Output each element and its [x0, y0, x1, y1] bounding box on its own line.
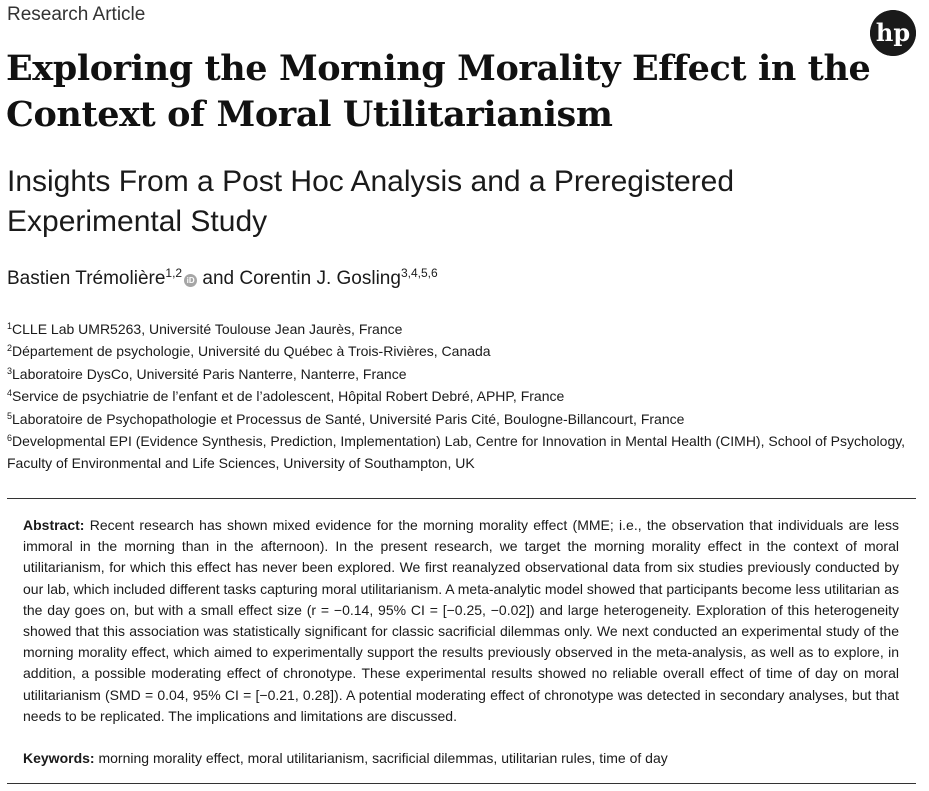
affiliation-text: Service de psychiatrie de l’enfant et de l’adolescent, Hôpital Robert Debré, APHP, France	[12, 388, 565, 405]
affiliation-number: 3	[7, 365, 13, 376]
affiliation-item	[7, 408, 912, 430]
abstract-text: Recent research has shown mixed evidence for the morning morality effect (MME; i.e., the observation that individuals are less immoral in the morning than in the afternoon). In the present research, we target the morning morality effect in the context of moral utilitarianism, for which this effect has never been explored. We first reanalyzed observational data from six studies previously conducted by our lab, which included different tasks capturing moral utilitarianism. A meta-analytic model showed that participants become less utilitarian as the day goes on, but with a small effect size (r = −0.14, 95% CI = [−0.25, −0.02]) and large heterogeneity. Exploration of this heterogeneity showed that this association was statistically significant for classic sacrificial dilemmas only. We next conducted an experimental study of the morning morality effect, which aimed to experimentally support the results previously observed in the meta-analysis, as well as to explore, in addition, a possible moderating effect of chronotype. These experimental results showed no reliable overall effect of time of day on moral utilitarianism (SMD = 0.04, 95% CI = [−0.21, 0.28]). A potential moderating effect of chronotype was detected in secondary analyses, but that needs to be replicated. The implications and limitations are discussed.	[23, 517, 900, 724]
keywords-label: Keywords:	[23, 750, 95, 766]
abstract-label: Abstract:	[23, 517, 85, 533]
author-name[interactable]: Bastien Trémolière	[7, 268, 166, 289]
affiliation-text: Developmental EPI (Evidence Synthesis, Prediction, Implementation) Lab, Centre for Innovation in Mental Health (CIMH), School of Psychology, Faculty of Environmental and Life Sciences, University of Southampton, UK	[7, 433, 906, 472]
affiliation-item	[7, 385, 912, 407]
author-affiliation-sup: 3,4,5,6	[400, 266, 438, 280]
section-divider-bottom	[7, 783, 916, 784]
affiliation-number: 6	[7, 433, 13, 444]
keywords-block	[23, 748, 899, 769]
article-type-label: Research Article	[7, 4, 146, 25]
section-divider-top	[7, 498, 916, 499]
affiliation-number: 5	[7, 410, 13, 421]
affiliation-item	[7, 363, 912, 385]
article-title: Exploring the Morning Morality Effect in the Context of Moral Utilitarianism	[6, 48, 871, 135]
affiliation-text: Département de psychologie, Université du Québec à Trois-Rivières, Canada	[12, 343, 491, 360]
affiliation-number: 1	[7, 321, 13, 331]
abstract-block	[23, 515, 899, 727]
article-subtitle: Insights From a Post Hoc Analysis and a Preregistered Experimental Study	[7, 165, 735, 238]
affiliation-item	[7, 430, 912, 475]
affiliation-number: 2	[7, 343, 13, 354]
author-list	[7, 268, 438, 290]
affiliation-text: CLLE Lab UMR5263, Université Toulouse Jean Jaurès, France	[12, 321, 403, 337]
author-name[interactable]: Corentin J. Gosling	[239, 268, 401, 289]
affiliation-text: Laboratoire DysCo, Université Paris Nanterre, Nanterre, France	[12, 365, 407, 382]
affiliation-list	[7, 318, 912, 475]
affiliation-item	[7, 318, 912, 340]
orcid-icon[interactable]: iD	[184, 274, 197, 287]
affiliation-number: 4	[7, 388, 13, 399]
author-connector: and	[197, 268, 240, 289]
affiliation-item	[7, 340, 912, 362]
keywords-text: morning morality effect, moral utilitarianism, sacrificial dilemmas, utilitarian rules, time of day	[98, 750, 668, 766]
affiliation-text: Laboratoire de Psychopathologie et Processus de Santé, Université Paris Cité, Boulogne-Billancourt, France	[12, 410, 685, 427]
author-affiliation-sup: 1,2	[165, 266, 183, 280]
publisher-logo-text: hp	[875, 18, 911, 47]
